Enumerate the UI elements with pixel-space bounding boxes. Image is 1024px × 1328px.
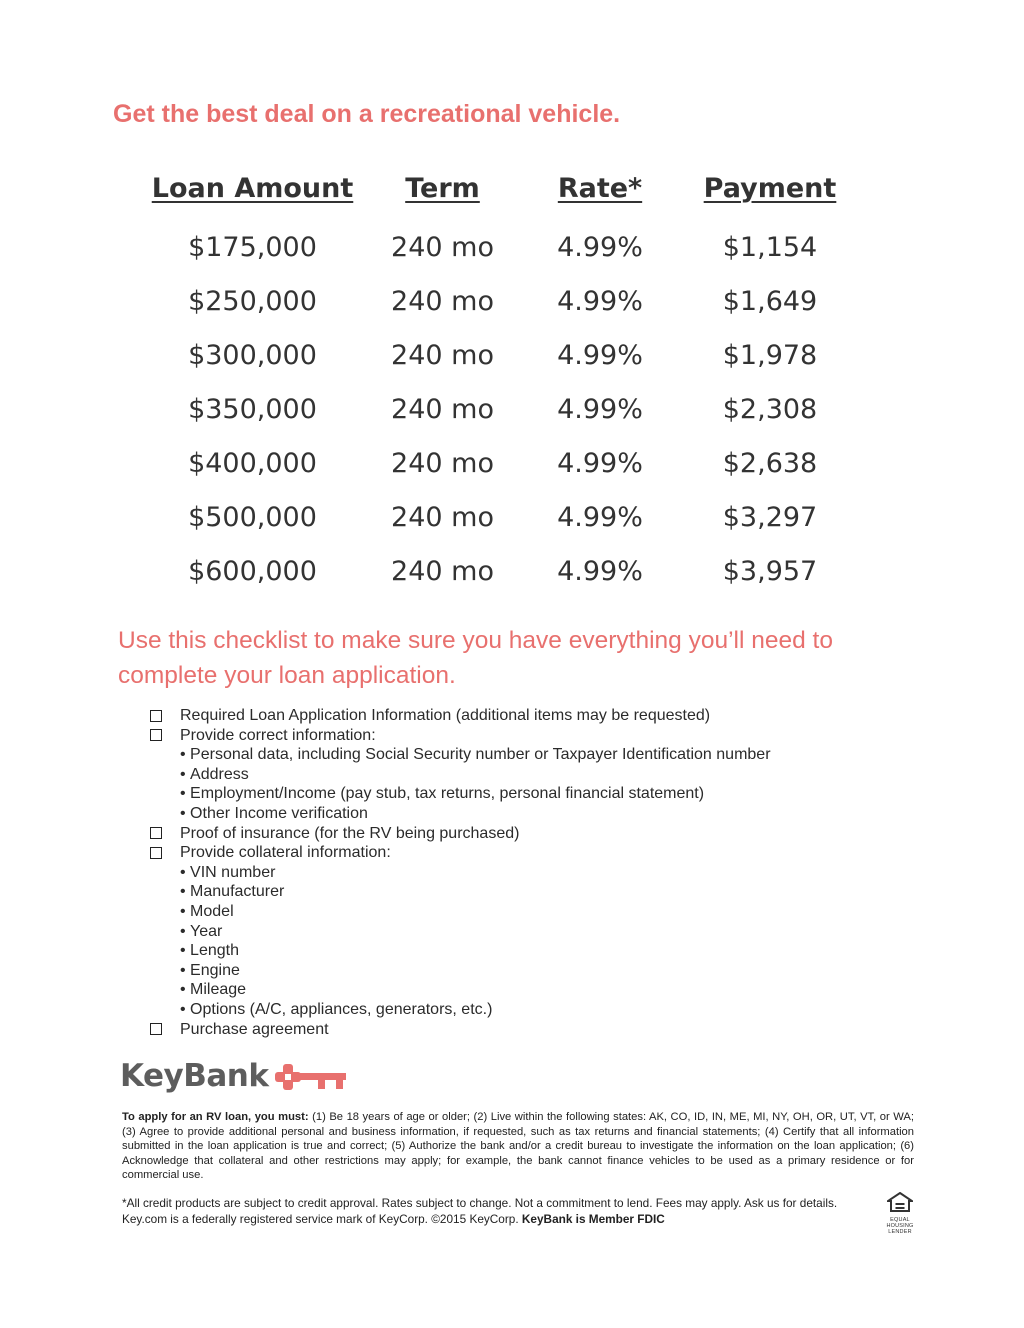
table-row [150, 274, 870, 328]
disclaimer-line2: Key.com is a federally registered service mark of KeyCorp. ©2015 KeyCorp. [122, 1212, 522, 1226]
checklist-item-label: Purchase agreement [180, 1020, 329, 1038]
header-payment: Payment [703, 172, 837, 204]
checklist-item-label: Proof of insurance (for the RV being purchased) [180, 824, 520, 842]
checklist-subitem: • Year [150, 922, 910, 942]
checkbox[interactable] [150, 847, 162, 859]
equal-housing-lender [884, 1192, 916, 1235]
payment-cell: $2,308 [722, 393, 818, 425]
payment-cell: $3,957 [722, 555, 818, 587]
rate-table-header-row [150, 170, 870, 220]
key-icon [274, 1062, 352, 1092]
disclaimer [122, 1195, 872, 1227]
checklist [150, 706, 910, 1039]
checklist-item [150, 843, 910, 863]
header-loan-amount: Loan Amount [151, 172, 354, 204]
checklist-subitem: • Manufacturer [150, 882, 910, 902]
term-cell: 240 mo [391, 231, 494, 263]
checklist-subitem: • Engine [150, 961, 910, 981]
keybank-logo [120, 1058, 352, 1094]
checklist-subitem: • Options (A/C, appliances, generators, etc.) [150, 1000, 910, 1020]
checklist-item-label: Provide correct information: [180, 726, 376, 744]
term-cell: 240 mo [391, 393, 494, 425]
checklist-intro: Use this checklist to make sure you have everything you’ll need to complete your loan application. [118, 627, 833, 689]
term-cell: 240 mo [391, 501, 494, 533]
checklist-item [150, 726, 910, 746]
rate-cell: 4.99% [557, 501, 643, 533]
checklist-item-label: Required Loan Application Information (additional items may be requested) [180, 707, 711, 724]
rate-table [150, 170, 870, 598]
loan-amount-cell: $600,000 [188, 555, 317, 587]
disclaimer-line1: *All credit products are subject to credit approval. Rates subject to change. Not a commitment to lend. Fees may apply. Ask us for details. [122, 1196, 838, 1210]
term-cell: 240 mo [391, 285, 494, 317]
payment-cell: $1,649 [722, 285, 818, 317]
checklist-item [150, 706, 910, 726]
table-row [150, 490, 870, 544]
checklist-subitem: • Employment/Income (pay stub, tax returns, personal financial statement) [150, 784, 910, 804]
payment-cell: $3,297 [722, 501, 818, 533]
table-row [150, 328, 870, 382]
checklist-item-label: Provide collateral information: [180, 844, 391, 862]
checkbox[interactable] [150, 827, 162, 839]
rate-cell: 4.99% [557, 339, 643, 371]
table-row [150, 382, 870, 436]
logo-text: KeyBank [120, 1058, 269, 1094]
checklist-item [150, 824, 910, 844]
loan-amount-cell: $350,000 [188, 393, 317, 425]
checklist-subitem: • Personal data, including Social Security number or Taxpayer Identification number [150, 745, 910, 765]
checklist-subitem: • Length [150, 941, 910, 961]
loan-amount-cell: $175,000 [188, 231, 317, 263]
checklist-subitem: • Mileage [150, 980, 910, 1000]
checklist-subitem: • VIN number [150, 863, 910, 883]
loan-amount-cell: $400,000 [188, 447, 317, 479]
rate-cell: 4.99% [557, 447, 643, 479]
equal-housing-icon [887, 1192, 913, 1212]
checklist-subitem: • Address [150, 765, 910, 785]
payment-cell: $1,154 [722, 231, 818, 263]
rate-cell: 4.99% [557, 231, 643, 263]
requirements-lead: To apply for an RV loan, you must: [122, 1111, 309, 1123]
requirements-body: (1) Be 18 years of age or older; (2) Live within the following states: AK, CO, ID, IN, ME, MI, NY, OH, OR, UT, VT, or WA; (3) Agree to provide additional personal and business information, if requested, such as tax returns and financial statements; (4) Certify that all information submitted in the loan application is true and correct; (5) Authorize the bank and/or a credit bureau to investigate the information on the loan application; (6) Acknowledge that collateral and other restrictions may apply; for example, the bank cannot finance vehicles to be used as a primary residence or for commercial use. [122, 1111, 914, 1182]
checkbox[interactable] [150, 710, 162, 722]
loan-amount-cell: $250,000 [188, 285, 317, 317]
term-cell: 240 mo [391, 339, 494, 371]
equal-housing-caption: EQUAL HOUSING LENDER [886, 1217, 914, 1235]
payment-cell: $1,978 [722, 339, 818, 371]
checkbox[interactable] [150, 1023, 162, 1035]
header-term: Term [405, 172, 480, 204]
rate-cell: 4.99% [557, 285, 643, 317]
table-row [150, 220, 870, 274]
header-rate: Rate* [557, 172, 643, 204]
payment-cell: $2,638 [722, 447, 818, 479]
headline: Get the best deal on a recreational vehicle. [113, 100, 621, 128]
loan-amount-cell: $500,000 [188, 501, 317, 533]
fdic-statement: KeyBank is Member FDIC [521, 1212, 665, 1226]
rate-cell: 4.99% [557, 393, 643, 425]
table-row [150, 436, 870, 490]
checkbox[interactable] [150, 729, 162, 741]
checklist-subitem: • Other Income verification [150, 804, 910, 824]
loan-amount-cell: $300,000 [188, 339, 317, 371]
checklist-subitem: • Model [150, 902, 910, 922]
table-row [150, 544, 870, 598]
term-cell: 240 mo [391, 555, 494, 587]
loan-requirements [122, 1110, 914, 1183]
checklist-item [150, 1020, 910, 1040]
term-cell: 240 mo [391, 447, 494, 479]
rate-cell: 4.99% [557, 555, 643, 587]
